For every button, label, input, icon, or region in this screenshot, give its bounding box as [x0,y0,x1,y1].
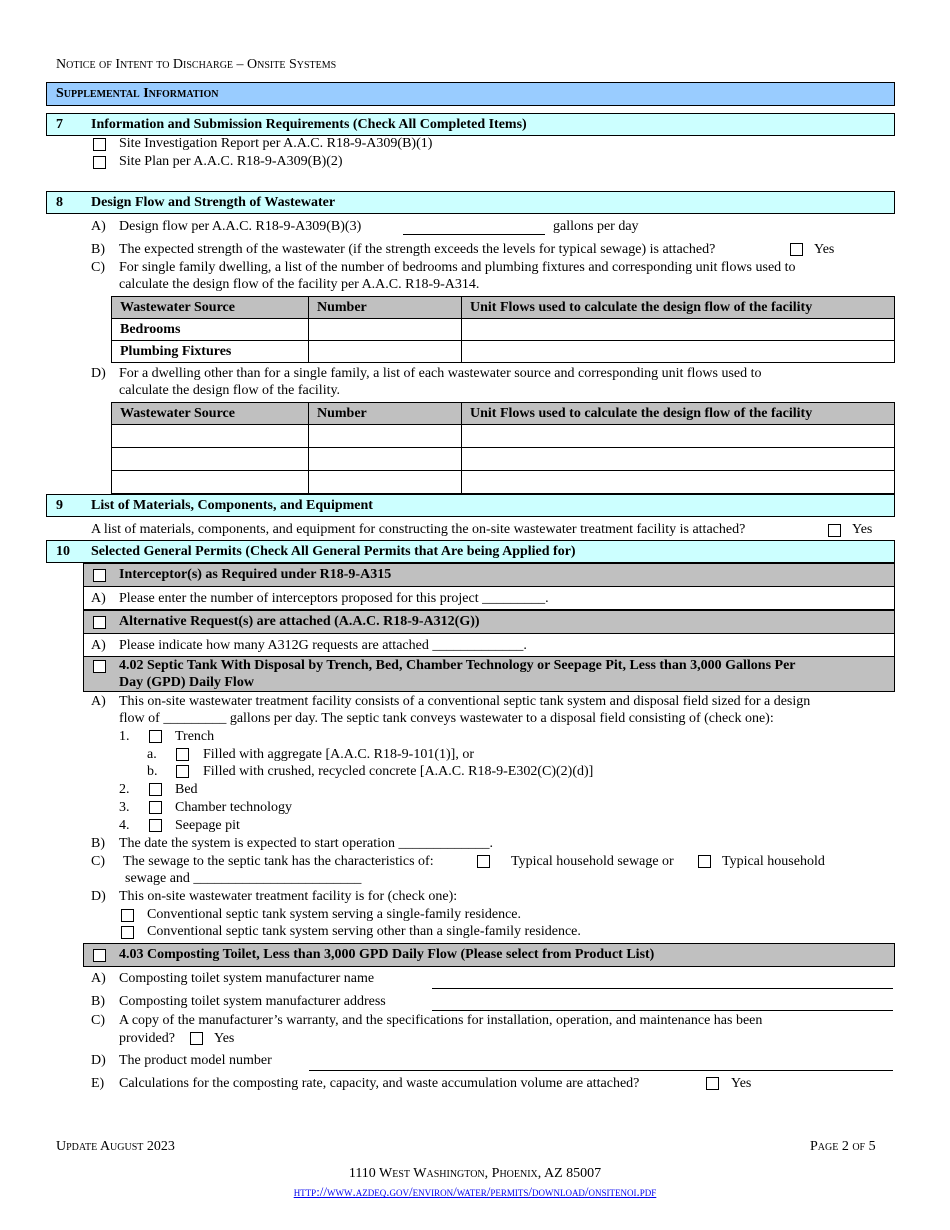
section-9-number: 9 [56,498,63,513]
typical-household-checkbox[interactable] [698,855,711,868]
site-plan-checkbox[interactable] [93,156,106,169]
section-9-title: List of Materials, Components, and Equipment [91,498,373,513]
warranty-yes-label: Yes [214,1031,235,1046]
start-date-text: The date the system is expected to start operation _____________. [119,836,494,851]
table-row-plumbing-fixtures: Plumbing Fixtures [112,341,309,363]
plumbing-unit-flows-cell[interactable] [462,341,895,363]
option-1a-letter: a. [147,747,157,762]
materials-yes-checkbox[interactable] [828,524,841,537]
warranty-yes-checkbox[interactable] [190,1032,203,1045]
other-residence-checkbox[interactable] [121,926,134,939]
option-1-number: 1. [119,729,130,744]
document-header: Notice of Intent to Discharge – Onsite Systems [56,57,337,72]
other-dwelling-text-line2: calculate the design flow of the facility. [119,383,341,398]
wastewater-strength-yes-label: Yes [814,242,835,257]
source-cell[interactable] [112,425,309,448]
trench-checkbox[interactable] [149,730,162,743]
section-7-bar [46,113,895,136]
warranty-text-line1: A copy of the manufacturer’s warranty, and the specifications for installation, operation, and maintenance has been [119,1013,763,1028]
item-8d-label: D) [91,366,106,381]
section-7-number: 7 [56,117,63,132]
septic-title-line1: 4.02 Septic Tank With Disposal by Trench, Bed, Chamber Technology or Seepage Pit, Less than 3,000 Gallons Per [119,658,796,673]
table-header-unit-flows: Unit Flows used to calculate the design flow of the facility [462,297,895,319]
trench-label: Trench [175,729,215,744]
footer-address: 1110 West Washington, Phoenix, AZ 85007 [348,1166,602,1181]
sewage-characteristics-text: The sewage to the septic tank has the characteristics of: [123,854,434,869]
alternative-count-text: Please indicate how many A312G requests are attached _____________. [119,638,527,653]
typical-household-label: Typical household [722,854,825,869]
composting-d-label: D) [91,1053,106,1068]
septic-a-line1: This on-site wastewater treatment facility consists of a conventional septic tank system and disposal field sized for a design [119,694,811,709]
option-4-number: 4. [119,818,130,833]
typical-sewage-checkbox[interactable] [477,855,490,868]
single-family-label: Conventional septic tank system serving a single-family residence. [147,907,522,922]
option-3-number: 3. [119,800,130,815]
footer-url-link[interactable]: http://www.azdeq.gov/environ/water/permits/download/onsitenoi.pdf [293,1184,657,1199]
wastewater-strength-label: The expected strength of the wastewater (if the strength exceeds the levels for typical sewage) is attached? [119,242,716,257]
single-family-text-line1: For single family dwelling, a list of the number of bedrooms and plumbing fixtures and corresponding unit flows used to [119,260,796,275]
composting-e-label: E) [91,1076,105,1091]
manufacturer-address-input[interactable] [432,1010,893,1011]
septic-a-line2: flow of _________ gallons per day. The septic tank conveys wastewater to a disposal field consisting of (check one): [119,711,774,726]
calculations-yes-checkbox[interactable] [706,1077,719,1090]
other-dwelling-table [111,402,895,494]
table-header-number: Number [309,297,462,319]
interceptor-title: Interceptor(s) as Required under R18-9-A315 [119,567,392,582]
septic-title-line2: Day (GPD) Daily Flow [119,675,254,690]
bed-checkbox[interactable] [149,783,162,796]
interceptor-checkbox[interactable] [93,569,106,582]
septic-b-label: B) [91,836,105,851]
table-row-bedrooms: Bedrooms [112,319,309,341]
other-residence-label: Conventional septic tank system serving other than a single-family residence. [147,924,581,939]
composting-c-label: C) [91,1013,105,1028]
manufacturer-address-label: Composting toilet system manufacturer address [119,994,386,1009]
bedrooms-number-cell[interactable] [309,319,462,341]
septic-d-label: D) [91,889,106,904]
section-10-bar [46,540,895,563]
septic-bar [83,656,895,692]
item-8b-label: B) [91,242,105,257]
sewage-and-text: sewage and ________________________ [125,871,362,886]
interceptor-row [83,587,895,610]
single-family-checkbox[interactable] [121,909,134,922]
number-cell[interactable] [309,425,462,448]
seepage-pit-checkbox[interactable] [149,819,162,832]
unit-flows-cell[interactable] [462,425,895,448]
section-8-bar [46,191,895,214]
single-family-table [111,296,895,363]
table-header-number: Number [309,403,462,425]
bed-label: Bed [175,782,198,797]
materials-yes-label: Yes [852,522,873,537]
manufacturer-name-input[interactable] [432,988,893,989]
single-family-text-line2: calculate the design flow of the facility per A.A.C. R18-9-A314. [119,277,480,292]
bedrooms-unit-flows-cell[interactable] [462,319,895,341]
interceptor-bar [83,563,895,587]
unit-flows-cell[interactable] [462,448,895,471]
other-dwelling-text-line1: For a dwelling other than for a single family, a list of each wastewater source and corresponding unit flows used to [119,366,762,381]
table-header-unit-flows: Unit Flows used to calculate the design flow of the facility [462,403,895,425]
model-number-input[interactable] [309,1070,893,1071]
source-cell[interactable] [112,448,309,471]
aggregate-label: Filled with aggregate [A.A.C. R18-9-101(1)], or [203,747,474,762]
facility-for-text: This on-site wastewater treatment facility is for (check one): [119,889,458,904]
section-10-title: Selected General Permits (Check All General Permits that Are being Applied for) [91,544,576,559]
recycled-concrete-checkbox[interactable] [176,765,189,778]
site-plan-label: Site Plan per A.A.C. R18-9-A309(B)(2) [119,154,343,169]
wastewater-strength-yes-checkbox[interactable] [790,243,803,256]
seepage-pit-label: Seepage pit [175,818,240,833]
unit-flows-cell[interactable] [462,471,895,494]
aggregate-checkbox[interactable] [176,748,189,761]
supplemental-title: Supplemental Information [56,86,219,101]
septic-a-label: A) [91,694,106,709]
composting-a-label: A) [91,971,106,986]
septic-c-label: C) [91,854,105,869]
alternative-checkbox[interactable] [93,616,106,629]
warranty-text-line2: provided? [119,1031,175,1046]
septic-checkbox[interactable] [93,660,106,673]
manufacturer-name-label: Composting toilet system manufacturer name [119,971,375,986]
alternative-row [83,634,895,656]
source-cell[interactable] [112,471,309,494]
table-header-source: Wastewater Source [112,297,309,319]
number-cell[interactable] [309,448,462,471]
site-investigation-checkbox[interactable] [93,138,106,151]
design-flow-unit: gallons per day [553,219,639,234]
alternative-title: Alternative Request(s) are attached (A.A.C. R18-9-A312(G)) [119,614,480,629]
section-7-title: Information and Submission Requirements (Check All Completed Items) [91,117,527,132]
calculations-yes-label: Yes [731,1076,752,1091]
composting-bar [83,943,895,967]
alternative-a-label: A) [91,638,106,653]
option-2-number: 2. [119,782,130,797]
section-9-bar [46,494,895,517]
composting-b-label: B) [91,994,105,1009]
supplemental-bar [46,82,895,106]
model-number-label: The product model number [119,1053,272,1068]
recycled-concrete-label: Filled with crushed, recycled concrete [A.A.C. R18-9-E302(C)(2)(d)] [203,764,594,779]
calculations-text: Calculations for the composting rate, capacity, and waste accumulation volume are attached? [119,1076,640,1091]
number-cell[interactable] [309,471,462,494]
section-8-number: 8 [56,195,63,210]
section-10-number: 10 [56,544,70,559]
table-header-source: Wastewater Source [112,403,309,425]
interceptor-count-text: Please enter the number of interceptors proposed for this project _________. [119,591,549,606]
footer-page-number: Page 2 of 5 [810,1139,876,1154]
section-8-title: Design Flow and Strength of Wastewater [91,195,336,210]
item-8a-label: A) [91,219,106,234]
interceptor-a-label: A) [91,591,106,606]
alternative-bar [83,610,895,634]
plumbing-number-cell[interactable] [309,341,462,363]
chamber-checkbox[interactable] [149,801,162,814]
materials-text: A list of materials, components, and equipment for constructing the on-site wastewater treatment facility is attached? [91,522,746,537]
composting-title: 4.03 Composting Toilet, Less than 3,000 GPD Daily Flow (Please select from Product List) [119,947,655,962]
composting-checkbox[interactable] [93,949,106,962]
option-1b-letter: b. [147,764,158,779]
typical-sewage-label: Typical household sewage or [511,854,674,869]
site-investigation-label: Site Investigation Report per A.A.C. R18-9-A309(B)(1) [119,136,433,151]
chamber-label: Chamber technology [175,800,293,815]
footer-update: Update August 2023 [56,1139,175,1154]
item-8c-label: C) [91,260,105,275]
design-flow-input[interactable] [403,234,545,235]
design-flow-label: Design flow per A.A.C. R18-9-A309(B)(3) [119,219,362,234]
